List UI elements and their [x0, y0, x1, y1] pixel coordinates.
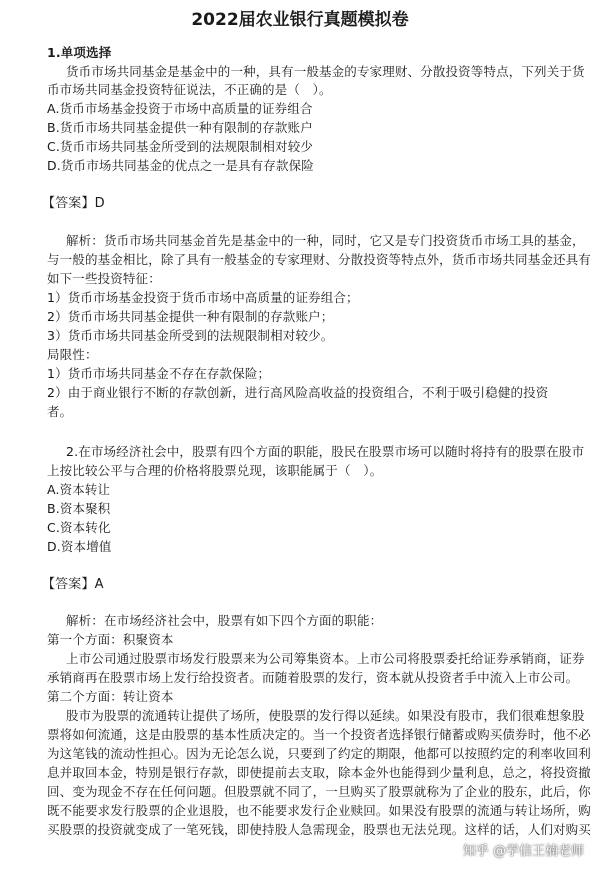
q2-analysis-line: 股市为股票的流通转让提供了场所，使股票的发行得以延续。如果没有股市，我们很难想象股 — [66, 708, 585, 723]
q1-analysis-line: 1）货币市场共同基金不存在存款保险； — [47, 366, 271, 381]
q2-option-b: B.资本聚积 — [47, 501, 111, 516]
q2-analysis-line: 回、变为现金不存在任何问题。但股票就不同了，一旦购买了股票就称为了企业的股东，此后，你 — [47, 784, 591, 799]
watermark — [463, 840, 584, 859]
q1-answer: 【答案】D — [42, 196, 105, 211]
q1-analysis-line: 者。 — [47, 404, 73, 419]
q2-analysis-line: 上市公司通过股票市场发行股票来为公司筹集资本。上市公司将股票委托给证券承销商，证券 — [66, 651, 585, 666]
q2-option-d: D.资本增值 — [47, 539, 112, 554]
section-heading: 1.单项选择 — [47, 45, 112, 60]
q2-analysis-line: 为这笔钱的流动性担心。因为无论怎么说，只要到了约定的期限，他都可以按照约定的利率收回利 — [47, 746, 591, 761]
q1-option-d: D.货币市场共同基金的优点之一是具有存款保险 — [47, 158, 314, 173]
q1-stem-line: 货币市场共同基金是基金中的一种，具有一般基金的专家理财、分散投资等特点，下列关于货 — [66, 64, 585, 79]
q1-analysis-line: 解析：货币市场共同基金首先是基金中的一种，同时，它又是专门投资货币市场工具的基金， — [66, 233, 585, 248]
q2-option-a: A.资本转让 — [47, 482, 111, 497]
document-title: 2022届农业银行真题模拟卷 — [191, 10, 409, 30]
q2-analysis-line: 承销商再在股票市场上发行给投资者。而随着股票的发行，资本就从投资者手中流入上市公司。 — [47, 670, 579, 685]
q1-analysis-line: 局限性： — [47, 347, 98, 362]
q2-analysis-line: 第一个方面：积聚资本 — [47, 632, 174, 647]
q2-analysis-line: 买股票的投资就变成了一笔死钱，即使持股人急需现金，股票也无法兑现。这样的话，人们对购买 — [47, 822, 591, 837]
q1-analysis-line: 2）货币市场共同基金提供一种有限制的存款账户； — [47, 309, 334, 324]
q2-analysis-line: 解析：在市场经济社会中，股票有如下四个方面的职能： — [66, 613, 383, 628]
q1-analysis-line: 如下一些投资特征： — [47, 271, 161, 286]
q1-analysis-line: 2）由于商业银行不断的存款创新，进行高风险高收益的投资组合，不利于吸引稳健的投资 — [47, 385, 549, 400]
q1-stem-line: 币市场共同基金投资特征说法，不正确的是（ ）。 — [47, 82, 332, 97]
q2-answer: 【答案】A — [42, 577, 104, 592]
q2-analysis-line: 第二个方面：转让资本 — [47, 689, 174, 704]
q2-stem-line: 上按比较公平与合理的价格将股票兑现，该职能属于（ ）。 — [47, 463, 383, 478]
q1-option-b: B.货币市场共同基金提供一种有限制的存款账户 — [47, 120, 313, 135]
q2-option-c: C.资本转化 — [47, 520, 111, 535]
q2-analysis-line: 息并取回本金，特别是银行存款，即使提前去支取，除本金外也能得到少量利息，总之，将投资撤 — [47, 765, 591, 780]
q1-analysis-line: 与一般的基金相比，除了具有一般基金的专家理财、分散投资等特点外，货币市场共同基金还具有 — [47, 252, 591, 267]
q1-analysis-line: 1）货币市场基金投资于货币市场中高质量的证券组合； — [47, 290, 359, 305]
watermark-text: 知乎 @学信王楠老师 — [462, 844, 584, 859]
q1-analysis-line: 3）货币市场共同基金所受到的法规限制相对较少。 — [47, 328, 334, 343]
q2-analysis-line: 票将如何流通，这是由股票的基本性质决定的。当一个投资者选择银行储蓄或购买债券时，他不必 — [47, 727, 591, 742]
q1-option-c: C.货币市场共同基金所受到的法规限制相对较少 — [47, 139, 314, 154]
q2-analysis-line: 既不能要求发行股票的企业退股，也不能要求发行企业赎回。如果没有股票的流通与转让场所，购 — [47, 803, 591, 818]
q2-stem-line: 2.在市场经济社会中，股票有四个方面的职能，股民在股票市场可以随时将持有的股票在股市 — [66, 444, 585, 459]
q1-option-a: A.货币市场基金投资于市场中高质量的证券组合 — [47, 101, 313, 116]
